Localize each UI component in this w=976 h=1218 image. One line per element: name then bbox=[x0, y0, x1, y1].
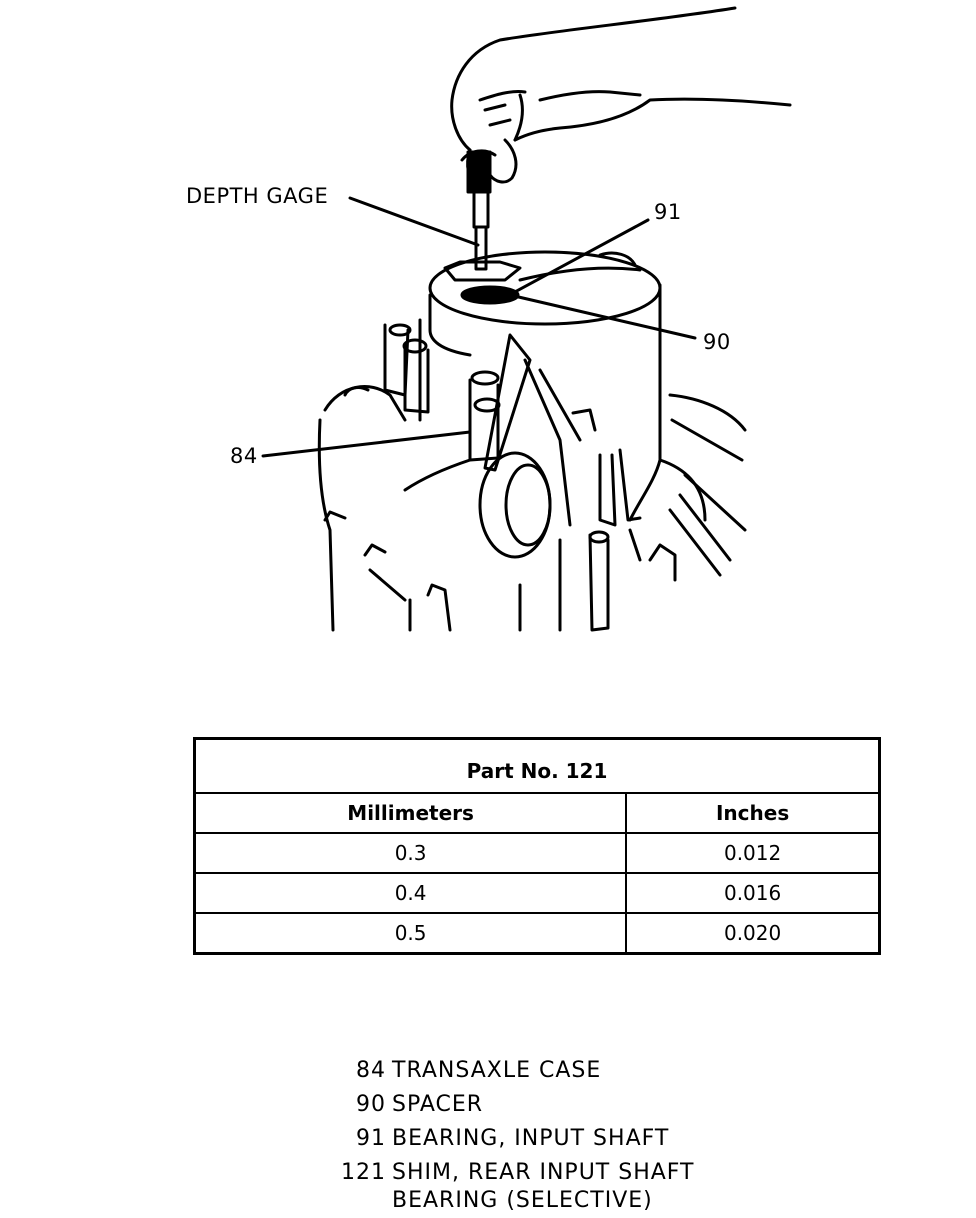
table-title: Part No. 121 bbox=[195, 739, 880, 793]
header-millimeters: Millimeters bbox=[195, 793, 627, 833]
legend-item bbox=[336, 1088, 756, 1122]
legend-number: 84 bbox=[356, 1058, 386, 1083]
legend-item bbox=[336, 1122, 756, 1156]
cell-in: 0.012 bbox=[626, 833, 879, 873]
header-inches: Inches bbox=[626, 793, 879, 833]
shim-size-table bbox=[193, 737, 881, 955]
legend-text: SPACER bbox=[392, 1092, 484, 1117]
table-header-row bbox=[195, 793, 880, 833]
legend-item bbox=[336, 1054, 756, 1088]
callout-84: 84 bbox=[230, 444, 258, 468]
legend-number: 91 bbox=[356, 1126, 386, 1151]
table-title-row bbox=[195, 739, 880, 793]
cell-in: 0.020 bbox=[626, 913, 879, 954]
legend-number: 90 bbox=[356, 1092, 386, 1117]
hand-drawing bbox=[452, 8, 790, 185]
leader-lines bbox=[263, 198, 742, 460]
cell-mm: 0.4 bbox=[195, 873, 627, 913]
table-row bbox=[195, 913, 880, 954]
cell-mm: 0.5 bbox=[195, 913, 627, 954]
legend-text: BEARING, INPUT SHAFT bbox=[392, 1126, 670, 1151]
legend-text: TRANSAXLE CASE bbox=[392, 1058, 602, 1083]
cell-in: 0.016 bbox=[626, 873, 879, 913]
legend-text: SHIM, REAR INPUT SHAFT bbox=[392, 1160, 695, 1185]
cell-mm: 0.3 bbox=[195, 833, 627, 873]
legend-number: 121 bbox=[341, 1160, 386, 1185]
callout-91: 91 bbox=[654, 200, 682, 224]
legend-continuation: BEARING (SELECTIVE) bbox=[392, 1188, 653, 1213]
parts-legend bbox=[336, 1054, 756, 1218]
table-row bbox=[195, 833, 880, 873]
table-row bbox=[195, 873, 880, 913]
callout-90: 90 bbox=[703, 330, 731, 354]
depth-gage-drawing bbox=[445, 152, 520, 280]
depth-gage-label: DEPTH GAGE bbox=[186, 184, 329, 208]
